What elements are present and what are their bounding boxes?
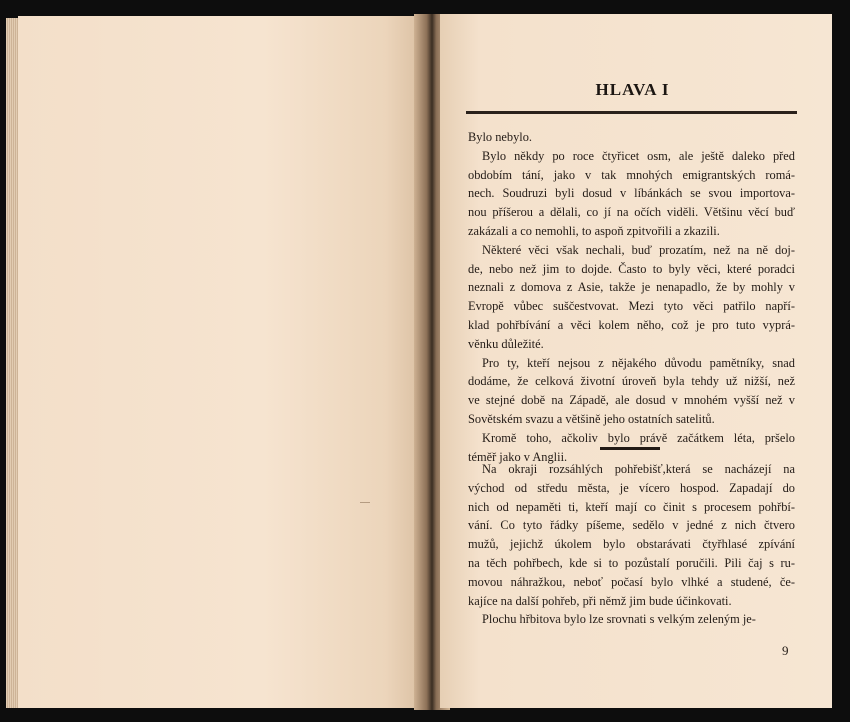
text-line: vání. Co tyto řádky píšeme, sedělo v jedné z nich čtvero: [468, 518, 795, 533]
left-page: [18, 16, 426, 708]
text-line: nech. Soudruzi byli dosud v líbánkách se svou importova-: [468, 186, 795, 201]
text-line: zakázali a co nemohli, to aspoň zpitvořili a zkazili.: [468, 223, 720, 238]
title-rule: [466, 111, 797, 114]
section-2-text: [468, 460, 795, 629]
text-line: východ od středu města, je vícero hospod. Zapadají do: [468, 480, 795, 495]
text-line: kajíce na další pohřeb, při němž jim bude účinkovati.: [468, 593, 732, 608]
text-line: nich od nepaměti ti, kteří mají co činit s procesem pohřbí-: [468, 499, 795, 514]
text-line: Evropě vůbec suščestvovat. Mezi tyto věci patřilo napří-: [468, 299, 795, 314]
chapter-title: HLAVA I: [595, 80, 670, 99]
text-line: obdobím tání, jako v tak mnohých emigrantských romá-: [468, 167, 795, 182]
stray-mark: [360, 502, 370, 503]
text-line: movou náhražkou, neboť počasí bylo vlhké a studené, če-: [468, 574, 795, 589]
text-line: neznali z domova z Asie, takže je nenapadlo, že by mohly v: [468, 280, 795, 295]
text-line: Na okraji rozsáhlých pohřebišť,která se nacházejí na: [482, 462, 795, 476]
text-line: Bylo někdy po roce čtyřicet osm, ale ještě daleko před: [482, 148, 795, 163]
text-line: téměř jako v Anglii.: [468, 449, 568, 464]
text-line: na těch pohřbech, kde si to pozůstalí poručili. Pili čaj s ru-: [468, 555, 795, 570]
text-line: mužů, jejichž úkolem bylo obstarávati čtyřhlasé zpívání: [468, 537, 795, 552]
section-divider: [600, 447, 660, 450]
text-line: klad pohřbívání a věci kolem něho, což je pro tuto vyprá-: [468, 317, 795, 332]
text-line: Pro ty, kteří nejsou z nějakého důvodu pamětníky, snad: [482, 355, 795, 370]
text-line: Plochu hřbitova bylo lze srovnati s velkým zeleným je-: [482, 612, 756, 627]
text-line: Některé věci však nechali, buď prozatím, než na ně doj-: [482, 242, 795, 257]
text-line: Sovětském svazu a většině jeho ostatních satelitů.: [468, 411, 715, 426]
section-1-text: [468, 128, 795, 466]
text-line: Kromě toho, ačkoliv bylo právě začátkem léta, pršelo: [482, 430, 795, 445]
page-number: 9: [782, 643, 789, 658]
text-line: de, nebo než jim to dojde. Často to byly věci, které poradci: [468, 261, 795, 276]
text-line: ve stejné době na Západě, ale dosud v mnohém vyšší než v: [468, 393, 795, 408]
text-line: nou příšerou a dělali, co jí na očích viděli. Většinu věcí buď: [468, 205, 795, 220]
text-line: dodáme, že celková životní úroveň byla tehdy už nižší, než: [468, 374, 795, 389]
text-line: věnku důležité.: [468, 336, 544, 351]
text-line: Bylo nebylo.: [468, 130, 533, 144]
